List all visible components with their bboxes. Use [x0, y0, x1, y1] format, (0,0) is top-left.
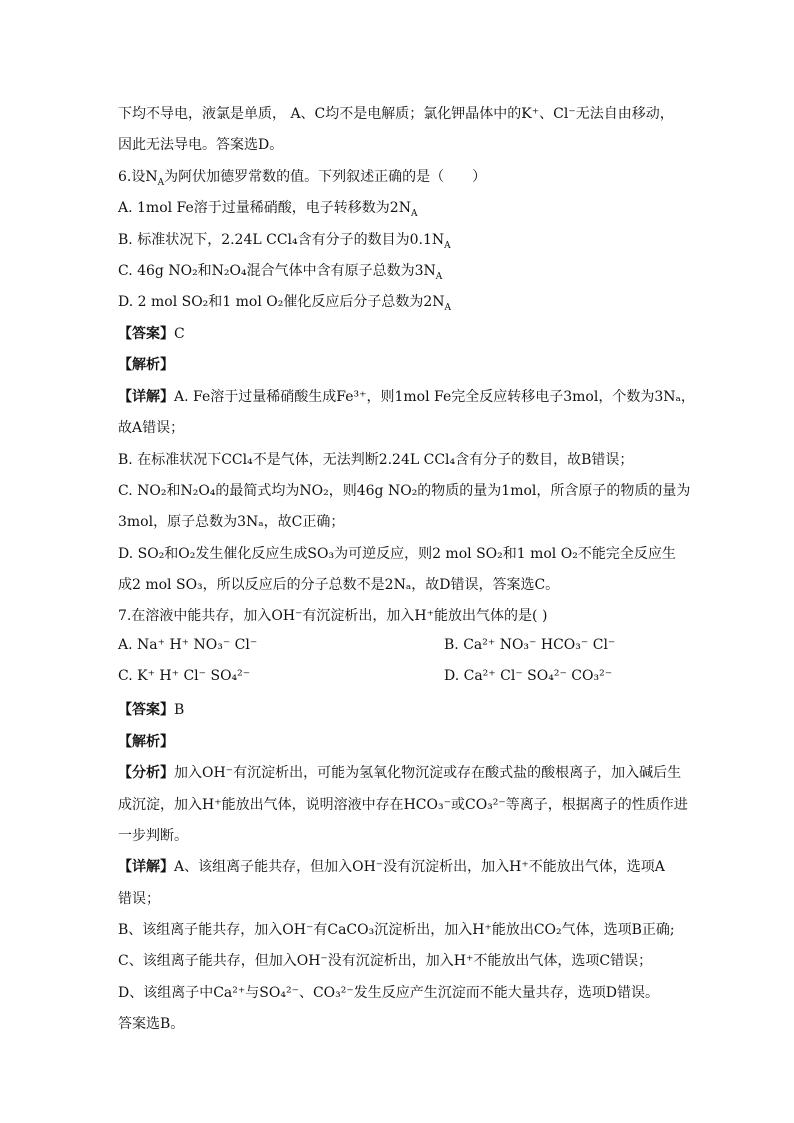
question-6-detail-line-1: 【详解】A. Fe溶于过量稀硝酸生成Fe³⁺，则1mol Fe完全反应转移电子3mol，个数为3Nₐ， [118, 389, 695, 405]
question-7-detail-line-3: B、该组离子能共存，加入OH⁻有CaCO₃沉淀析出，加入H⁺能放出CO₂气体，选项B正确; [118, 922, 675, 938]
question-6-detail-line-2: 故A错误； [118, 420, 185, 436]
question-7-detail-line-5: D、该组离子中Ca²⁺与SO₄²⁻、CO₃²⁻发生反应产生沉淀而不能大量共存，选项D错误。 [118, 985, 659, 1001]
question-7-analysis-line-2: 成沉淀，加入H⁺能放出气体，说明溶液中存在HCO₃⁻或CO₃²⁻等离子，根据离子的性质作进 [118, 797, 688, 813]
question-6-answer: 【答案】C [118, 326, 185, 342]
answer-tag: 【答案】 [118, 326, 174, 342]
question-7-detail-line-6: 答案选B。 [118, 1016, 185, 1032]
question-6-detail-line-4: C. NO₂和N₂O₄的最简式均为NO₂，则46g NO₂的物质的量为1mol，所含原子的物质的量为 [118, 483, 691, 499]
question-7-detail-line-4: C、该组离子能共存，但加入OH⁻没有沉淀析出，加入H⁺不能放出气体，选项C错误； [118, 953, 653, 969]
question-7-stem: 7.在溶液中能共存，加入OH⁻有沉淀析出，加入H⁺能放出气体的是( ) [118, 608, 548, 624]
question-6-detail-line-6: D. SO₂和O₂发生催化反应生成SO₃为可逆反应，则2 mol SO₂和1 mol O₂不能完全反应生 [118, 546, 676, 562]
question-6-option-d: D. 2 mol SO₂和1 mol O₂催化反应后分子总数为$2N_A$ [118, 294, 452, 313]
question-7-analysis-line-3: 一步判断。 [118, 828, 188, 844]
question-7-analysis-heading: 【解析】 [118, 734, 174, 750]
question-6-analysis-heading: 【解析】 [118, 357, 174, 373]
question-7-option-d: D. Ca²⁺ Cl⁻ SO₄²⁻ CO₃²⁻ [444, 668, 613, 684]
question-6-option-b: B. 标准状况下，2.24L CCl₄含有分子的数目为$0.1N_A$ [118, 232, 451, 251]
question-7-detail-line-2: 错误； [118, 891, 160, 907]
intro-line-1: 下均不导电，液氯是单质， A、C均不是电解质；氯化钾晶体中的K⁺、Cl⁻无法自由移动， [118, 106, 674, 122]
question-7-option-a: A. Na⁺ H⁺ NO₃⁻ Cl⁻ [118, 637, 258, 653]
question-6-option-c: C. 46g NO₂和N₂O₄混合气体中含有原子总数为$3N_A$ [118, 263, 443, 282]
question-7-analysis-line-1: 【分析】加入OH⁻有沉淀析出，可能为氢氧化物沉淀或存在酸式盐的酸根离子，加入碱后生 [118, 765, 682, 781]
question-7-detail-line-1: 【详解】A、该组离子能共存，但加入OH⁻没有沉淀析出，加入H⁺不能放出气体，选项A [118, 859, 665, 875]
question-6-detail-line-7: 成2 mol SO₃，所以反应后的分子总数不是2Nₐ，故D错误，答案选C。 [118, 577, 560, 593]
question-7-option-b: B. Ca²⁺ NO₃⁻ HCO₃⁻ Cl⁻ [444, 637, 616, 653]
question-6-stem: 6.设$N_A$为阿伏加德罗常数的值。下列叙述正确的是（ ） [118, 169, 487, 188]
question-6-detail-line-5: 3mol，原子总数为3Nₐ，故C正确； [118, 514, 345, 530]
intro-line-2: 因此无法导电。答案选D。 [118, 137, 284, 153]
question-7-answer: 【答案】B [118, 702, 185, 718]
question-6-option-a: A. 1mol Fe溶于过量稀硝酸，电子转移数为$2N_A$ [118, 200, 418, 219]
question-6-detail-line-3: B. 在标准状况下CCl₄不是气体，无法判断2.24L CCl₄含有分子的数目，故B错误； [118, 452, 634, 468]
question-7-option-c: C. K⁺ H⁺ Cl⁻ SO₄²⁻ [118, 668, 251, 684]
